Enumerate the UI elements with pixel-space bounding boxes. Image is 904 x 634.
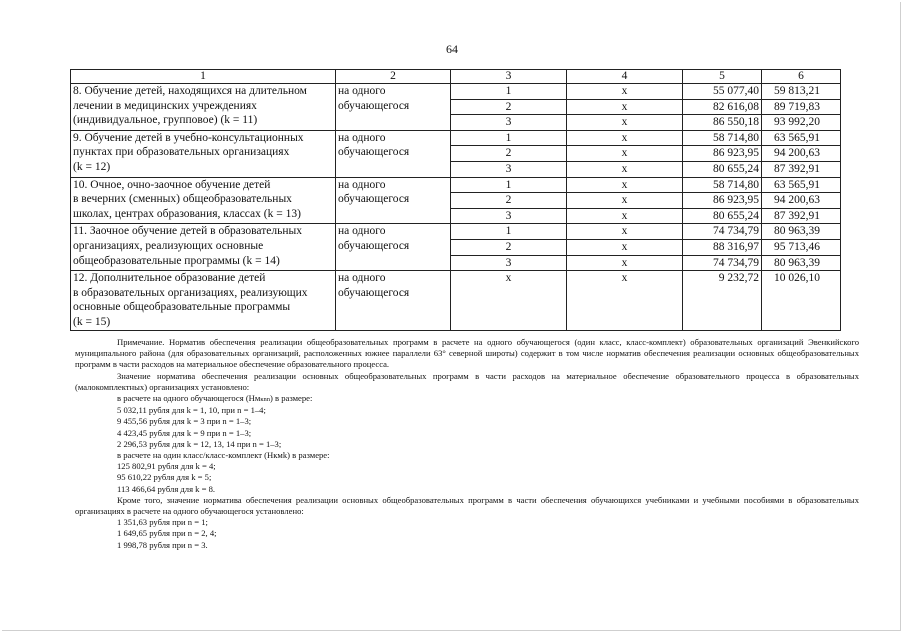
note-line: 2 296,53 рубля для k = 12, 13, 14 при n = 1–3;: [117, 438, 282, 449]
notes-section: [75, 337, 859, 551]
note-line: 5 032,11 рубля для k = 1, 10, при n = 1–4;: [117, 405, 266, 416]
description-line: 11. Заочное обучение детей в образовательных: [73, 225, 302, 238]
unit-cell: [336, 84, 451, 131]
column-header: 5: [683, 70, 762, 84]
description-line: организациях, реализующих основные: [73, 239, 264, 252]
description-line: (индивидуальное, групповое) (k = 11): [73, 114, 258, 127]
n-cell: x: [451, 271, 567, 330]
description-line: в вечерних (сменных) общеобразовательных: [73, 193, 292, 206]
description-line: 10. Очное, очно-заочное обучение детей: [73, 178, 271, 191]
note-line: 9 455,56 рубля для k = 3 при n = 1–3;: [117, 416, 252, 427]
description-line: 12. Дополнительное образование детей: [73, 272, 266, 285]
note-line: 113 466,64 рубля для k = 8.: [117, 483, 216, 494]
description-line: лечении в медицинских учреждениях: [73, 99, 257, 112]
n-cell: 3: [451, 208, 567, 224]
table-row: [71, 84, 841, 100]
n-cell: 1: [451, 177, 567, 193]
note-line: [75, 393, 859, 405]
description-line: общеобразовательные программы (k = 14): [73, 254, 280, 267]
column-header: 3: [451, 70, 567, 84]
program-description: [71, 130, 336, 177]
description-line: 9. Обучение детей в учебно-консультационных: [73, 131, 304, 144]
table-row: [71, 130, 841, 146]
table-row: [71, 177, 841, 193]
note-line: 95 610,22 рубля для k = 5;: [117, 472, 212, 483]
value-col6: 87 392,91: [762, 208, 841, 224]
unit-cell: [336, 130, 451, 177]
value-col5: 58 714,80: [683, 130, 762, 146]
note-paragraph: Примечание. Норматив обеспечения реализации общеобразовательных программ в расчете на одного обучающегося (один класс, класс-комплект) образовательных организаций Эвенкийского муниципального района (для образовательных организаций, расположенных южнее параллели 63° северной широты) содержит в том числе норматив обеспечения реализации основных общеобразовательных программ в части расходов на материальное обеспечение образовательного процесса.: [75, 337, 859, 370]
note-line: 125 802,91 рубля для k = 4;: [117, 461, 216, 472]
value-col6: 80 963,39: [762, 224, 841, 240]
unit-line: на одного: [338, 131, 386, 144]
n-cell: 2: [451, 146, 567, 162]
unit-line: обучающегося: [338, 146, 410, 159]
value-col5: 80 655,24: [683, 161, 762, 177]
note-subscript: кnn: [260, 396, 270, 404]
value-col5: 80 655,24: [683, 208, 762, 224]
column-header: 4: [567, 70, 683, 84]
table-row: [71, 271, 841, 330]
note-line: в расчете на один класс/класс-комплект (Нкмk) в размере:: [117, 450, 330, 461]
x-cell: x: [567, 99, 683, 115]
unit-cell: [336, 224, 451, 271]
value-col6: 94 200,63: [762, 193, 841, 209]
normative-table: [70, 69, 841, 331]
x-cell: x: [567, 208, 683, 224]
page-number: 64: [446, 42, 458, 56]
x-cell: x: [567, 224, 683, 240]
x-cell: x: [567, 255, 683, 271]
description-line: основные общеобразовательные программы: [73, 301, 291, 314]
value-col6: 10 026,10: [762, 271, 841, 330]
n-cell: 3: [451, 255, 567, 271]
n-cell: 1: [451, 224, 567, 240]
value-col5: 74 734,79: [683, 255, 762, 271]
program-description: [71, 224, 336, 271]
description-line: (k = 15): [73, 315, 111, 328]
n-cell: 2: [451, 99, 567, 115]
x-cell: x: [567, 193, 683, 209]
unit-line: обучающегося: [338, 193, 410, 206]
note-line: 1 351,63 рубля при n = 1;: [117, 517, 208, 528]
program-description: [71, 84, 336, 131]
description-line: 8. Обучение детей, находящихся на длительном: [73, 85, 307, 97]
value-col6: 59 813,21: [762, 84, 841, 100]
value-col6: 89 719,83: [762, 99, 841, 115]
unit-line: обучающегося: [338, 239, 410, 252]
value-col5: 58 714,80: [683, 177, 762, 193]
table-header-row: [71, 70, 841, 84]
note-text: ) в размере:: [270, 393, 313, 404]
note-line: 4 423,45 рубля для k = 9 при n = 1–3;: [117, 427, 252, 438]
value-col5: 86 550,18: [683, 115, 762, 131]
description-line: в образовательных организациях, реализующих: [73, 286, 308, 299]
unit-line: на одного: [338, 85, 386, 97]
note-line: 1 998,78 рубля при n = 3.: [117, 539, 208, 550]
column-header: 2: [336, 70, 451, 84]
unit-line: обучающегося: [338, 286, 410, 299]
unit-line: на одного: [338, 225, 386, 238]
note-text: в расчете на одного обучающегося (Нм: [117, 393, 261, 404]
table-row: [71, 224, 841, 240]
value-col6: 80 963,39: [762, 255, 841, 271]
value-col5: 82 616,08: [683, 99, 762, 115]
program-description: [71, 177, 336, 224]
x-cell: x: [567, 161, 683, 177]
value-col6: 95 713,46: [762, 239, 841, 255]
n-cell: 2: [451, 239, 567, 255]
x-cell: x: [567, 84, 683, 100]
value-col6: 87 392,91: [762, 161, 841, 177]
value-col6: 63 565,91: [762, 130, 841, 146]
n-cell: 3: [451, 161, 567, 177]
x-cell: x: [567, 239, 683, 255]
column-header: 1: [71, 70, 336, 84]
value-col5: 86 923,95: [683, 193, 762, 209]
note-line: 1 649,65 рубля при n = 2, 4;: [117, 528, 217, 539]
column-header: 6: [762, 70, 841, 84]
value-col5: 74 734,79: [683, 224, 762, 240]
unit-line: обучающегося: [338, 99, 410, 112]
x-cell: x: [567, 271, 683, 330]
note-paragraph: Значение норматива обеспечения реализации основных общеобразовательных программ в части расходов на материальное обеспечение образовательного процесса в образовательных (малокомплектных) организациях установлено:: [75, 370, 859, 392]
n-cell: 3: [451, 115, 567, 131]
note-paragraph: Кроме того, значение норматива обеспечения реализации основных общеобразовательных программ в части обеспечения обучающихся учебниками и учебными пособиями в образовательных организациях в расчете на одного обучающегося установлено:: [75, 494, 859, 517]
value-col5: 86 923,95: [683, 146, 762, 162]
value-col6: 94 200,63: [762, 146, 841, 162]
unit-cell: [336, 271, 451, 330]
value-col6: 93 992,20: [762, 115, 841, 131]
description-line: (k = 12): [73, 160, 111, 173]
x-cell: x: [567, 146, 683, 162]
x-cell: x: [567, 130, 683, 146]
value-col6: 63 565,91: [762, 177, 841, 193]
program-description: [71, 271, 336, 330]
x-cell: x: [567, 115, 683, 131]
n-cell: 2: [451, 193, 567, 209]
description-line: школах, центрах образования, классах (k = 13): [73, 207, 301, 220]
value-col5: 55 077,40: [683, 84, 762, 100]
value-col5: 9 232,72: [683, 271, 762, 330]
description-line: пунктах при образовательных организациях: [73, 146, 290, 159]
x-cell: x: [567, 177, 683, 193]
unit-line: на одного: [338, 178, 386, 191]
unit-cell: [336, 177, 451, 224]
n-cell: 1: [451, 84, 567, 100]
n-cell: 1: [451, 130, 567, 146]
unit-line: на одного: [338, 272, 386, 285]
value-col5: 88 316,97: [683, 239, 762, 255]
